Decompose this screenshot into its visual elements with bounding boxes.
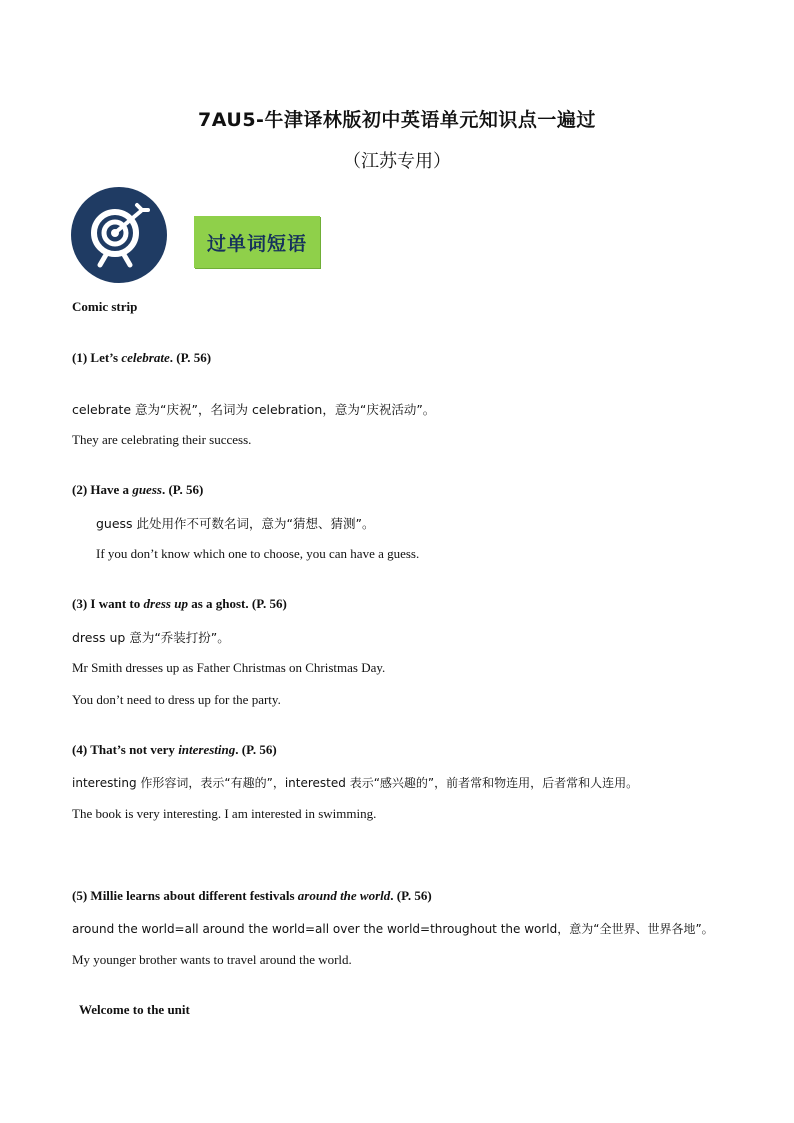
item-heading-4: (4) That’s not very interesting. (P. 56) <box>72 742 277 757</box>
item-5-explanation: around the world=all around the world=all over the world=throughout the world，意为“全世界、世界各地”。 <box>72 922 714 936</box>
item-2-explanation: guess 此处用作不可数名词，意为“猜想、猜测”。 <box>96 516 375 531</box>
item-heading-1: (1) Let’s celebrate. (P. 56) <box>72 350 212 365</box>
item-heading-5: (5) Millie learns about different festivals around the world. (P. 56) <box>72 888 432 903</box>
item-2-example: If you don’t know which one to choose, you can have a guess. <box>96 546 420 561</box>
item-heading-2: (2) Have a guess. (P. 56) <box>72 482 204 497</box>
item-3-example-1: Mr Smith dresses up as Father Christmas on Christmas Day. <box>72 660 386 675</box>
section-welcome: Welcome to the unit <box>79 1002 190 1017</box>
target-logo <box>71 187 167 283</box>
item-4-explanation: interesting 作形容词，表示“有趣的”，interested 表示“感兴趣的”，前者常和物连用，后者常和人连用。 <box>72 776 639 790</box>
item-3-explanation: dress up 意为“乔装打扮”。 <box>72 630 230 645</box>
target-icon <box>71 187 167 283</box>
item-3-example-2: You don’t need to dress up for the party. <box>72 692 281 707</box>
item-1-example: They are celebrating their success. <box>72 432 252 447</box>
section-comic-strip: Comic strip <box>72 299 138 314</box>
item-heading-3: (3) I want to dress up as a ghost. (P. 56) <box>72 596 287 611</box>
item-1-explanation: celebrate 意为“庆祝”，名词为 celebration，意为“庆祝活动”。 <box>72 402 436 417</box>
document-title: 7AU5-牛津译林版初中英语单元知识点一遍过 <box>198 109 596 131</box>
section-badge <box>194 216 320 268</box>
item-4-example: The book is very interesting. I am interested in swimming. <box>72 806 377 821</box>
document-subtitle: （江苏专用） <box>343 151 451 172</box>
item-5-example: My younger brother wants to travel around the world. <box>72 952 352 967</box>
badge-label: 过单词短语 <box>206 232 307 255</box>
